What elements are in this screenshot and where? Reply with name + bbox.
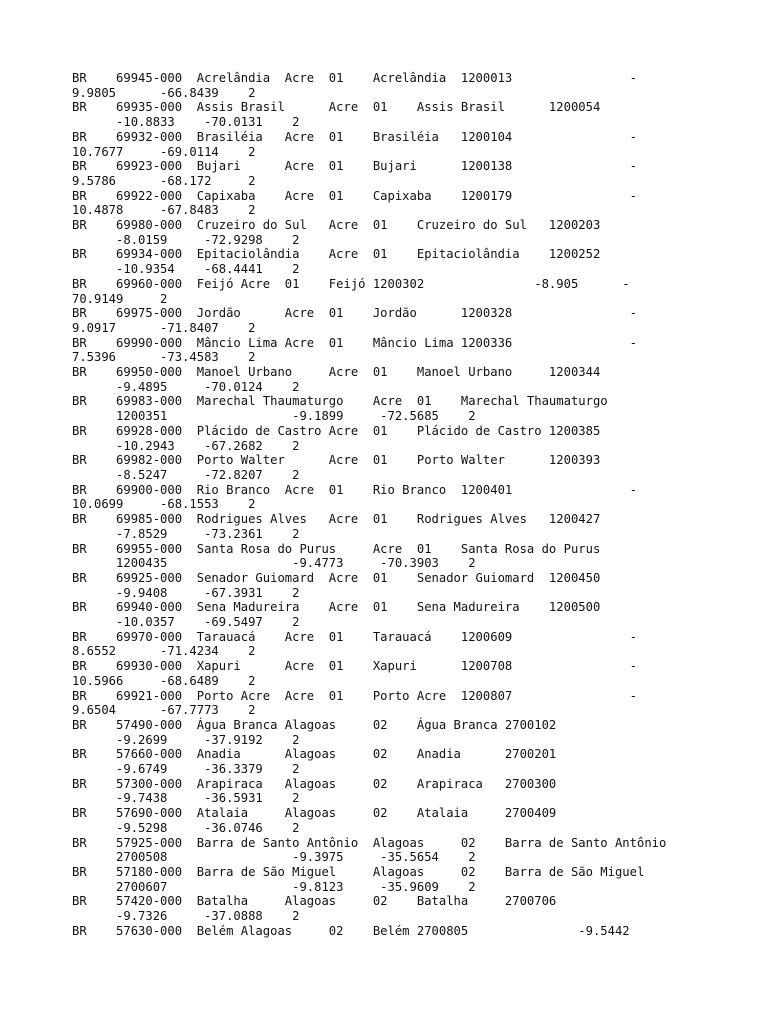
text-line: 10.0699 -68.1553 2 xyxy=(72,497,256,512)
text-line: -8.0159 -72.9298 2 xyxy=(72,232,300,247)
text-line: BR 69985-000 Rodrigues Alves Acre 01 Rodrigues Alves 1200427 xyxy=(72,512,601,527)
text-line: BR 69922-000 Capixaba Acre 01 Capixaba 1200179 - xyxy=(72,188,637,203)
text-line: BR 69955-000 Santa Rosa do Purus Acre 01 Santa Rosa do Purus xyxy=(72,541,601,556)
document-text-block xyxy=(72,71,712,938)
text-line: -8.5247 -72.8207 2 xyxy=(72,467,300,482)
text-line: BR 69970-000 Tarauacá Acre 01 Tarauacá 1200609 - xyxy=(72,629,637,644)
text-line: -9.7326 -37.0888 2 xyxy=(72,909,300,924)
text-line: BR 57180-000 Barra de São Miguel Alagoas 02 Barra de São Miguel xyxy=(72,864,645,879)
text-line: BR 69923-000 Bujari Acre 01 Bujari 1200138 - xyxy=(72,159,637,174)
text-line: -7.8529 -73.2361 2 xyxy=(72,526,300,541)
text-line: 9.6504 -67.7773 2 xyxy=(72,703,256,718)
text-line: 10.7677 -69.0114 2 xyxy=(72,144,256,159)
text-line: BR 57300-000 Arapiraca Alagoas 02 Arapiraca 2700300 xyxy=(72,776,557,791)
text-line: -10.8833 -70.0131 2 xyxy=(72,115,300,130)
text-line: BR 69921-000 Porto Acre Acre 01 Porto Acre 1200807 - xyxy=(72,688,637,703)
text-line: BR 69934-000 Epitaciolândia Acre 01 Epitaciolândia 1200252 xyxy=(72,247,601,262)
text-line: -9.2699 -37.9192 2 xyxy=(72,732,300,747)
text-line: 1200351 -9.1899 -72.5685 2 xyxy=(72,409,476,424)
text-line: -10.9354 -68.4441 2 xyxy=(72,262,300,277)
text-line: 2700508 -9.3975 -35.5654 2 xyxy=(72,850,476,865)
text-line: -10.2943 -67.2682 2 xyxy=(72,438,300,453)
text-line: BR 57630-000 Belém Alagoas 02 Belém 2700805 -9.5442 xyxy=(72,923,630,938)
text-line: BR 69928-000 Plácido de Castro Acre 01 Plácido de Castro 1200385 xyxy=(72,423,601,438)
text-line: 10.4878 -67.8483 2 xyxy=(72,203,256,218)
text-line: BR 69975-000 Jordão Acre 01 Jordão 1200328 - xyxy=(72,306,637,321)
text-line: BR 69930-000 Xapuri Acre 01 Xapuri 1200708 - xyxy=(72,659,637,674)
text-line: 9.5786 -68.172 2 xyxy=(72,173,256,188)
text-line: BR 69983-000 Marechal Thaumaturgo Acre 01 Marechal Thaumaturgo xyxy=(72,394,608,409)
text-line: BR 57660-000 Anadia Alagoas 02 Anadia 2700201 xyxy=(72,747,557,762)
text-line: BR 69925-000 Senador Guiomard Acre 01 Senador Guiomard 1200450 xyxy=(72,570,601,585)
text-line: BR 69960-000 Feijó Acre 01 Feijó 1200302 -8.905 - xyxy=(72,276,630,291)
text-line: BR 69990-000 Mâncio Lima Acre 01 Mâncio Lima 1200336 - xyxy=(72,335,637,350)
text-line: BR 69945-000 Acrelândia Acre 01 Acrelândia 1200013 - xyxy=(72,71,637,85)
text-line: BR 69935-000 Assis Brasil Acre 01 Assis Brasil 1200054 xyxy=(72,100,601,115)
text-line: 8.6552 -71.4234 2 xyxy=(72,644,256,659)
text-line: BR 69982-000 Porto Walter Acre 01 Porto Walter 1200393 xyxy=(72,453,601,468)
text-line: 7.5396 -73.4583 2 xyxy=(72,350,256,365)
text-line: BR 69932-000 Brasiléia Acre 01 Brasiléia 1200104 - xyxy=(72,129,637,144)
text-line: 1200435 -9.4773 -70.3903 2 xyxy=(72,556,476,571)
text-line: 9.9805 -66.8439 2 xyxy=(72,85,256,100)
text-line: BR 69950-000 Manoel Urbano Acre 01 Manoel Urbano 1200344 xyxy=(72,365,601,380)
text-line: -9.7438 -36.5931 2 xyxy=(72,791,300,806)
text-line: -9.5298 -36.0746 2 xyxy=(72,820,300,835)
text-line: 9.0917 -71.8407 2 xyxy=(72,320,256,335)
text-line: -10.0357 -69.5497 2 xyxy=(72,615,300,630)
text-line: 2700607 -9.8123 -35.9609 2 xyxy=(72,879,476,894)
text-line: BR 57925-000 Barra de Santo Antônio Alagoas 02 Barra de Santo Antônio xyxy=(72,835,667,850)
text-line: 70.9149 2 xyxy=(72,291,168,306)
text-line: 10.5966 -68.6489 2 xyxy=(72,673,256,688)
text-line: BR 57690-000 Atalaia Alagoas 02 Atalaia 2700409 xyxy=(72,806,557,821)
text-line: -9.6749 -36.3379 2 xyxy=(72,762,300,777)
text-line: -9.4895 -70.0124 2 xyxy=(72,379,300,394)
text-line: BR 69900-000 Rio Branco Acre 01 Rio Branco 1200401 - xyxy=(72,482,637,497)
text-line: BR 69940-000 Sena Madureira Acre 01 Sena Madureira 1200500 xyxy=(72,600,601,615)
text-line: BR 57420-000 Batalha Alagoas 02 Batalha 2700706 xyxy=(72,894,557,909)
text-line: -9.9408 -67.3931 2 xyxy=(72,585,300,600)
text-line: BR 57490-000 Água Branca Alagoas 02 Água Branca 2700102 xyxy=(72,717,557,732)
text-line: BR 69980-000 Cruzeiro do Sul Acre 01 Cruzeiro do Sul 1200203 xyxy=(72,218,601,233)
